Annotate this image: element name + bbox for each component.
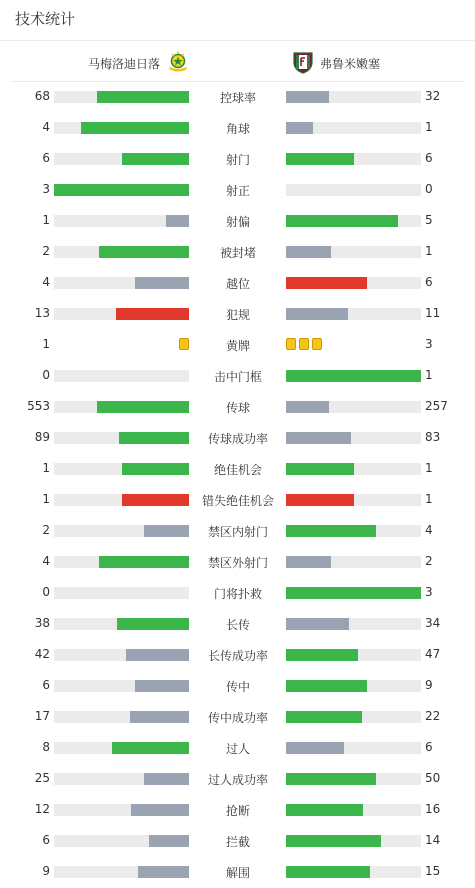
home-bar: [144, 525, 189, 537]
stat-row: [0, 764, 475, 795]
stat-row: [0, 702, 475, 733]
divider: [0, 40, 475, 41]
home-bar: [112, 742, 189, 754]
away-cards: [286, 338, 322, 350]
home-bar-track: [54, 246, 189, 258]
away-bar-track: [286, 556, 421, 568]
away-bar: [286, 773, 376, 785]
home-bar: [122, 463, 190, 475]
home-stat-value: 12: [34, 802, 50, 816]
away-bar: [286, 246, 331, 258]
away-bar-track: [286, 866, 421, 878]
home-bar: [166, 215, 189, 227]
stat-row: [0, 361, 475, 392]
away-stat-value: 11: [425, 306, 441, 320]
away-bar-track: [286, 246, 421, 258]
stat-label: 门将扑救: [213, 587, 262, 601]
home-bar-track: [54, 153, 189, 165]
stat-row: [0, 640, 475, 671]
away-bar: [286, 153, 354, 165]
home-bar: [135, 680, 189, 692]
yellow-card-icon: [312, 338, 322, 350]
stat-label: 拦截: [225, 835, 250, 849]
away-stat-value: 47: [425, 647, 441, 661]
home-stat-value: 3: [42, 182, 50, 196]
home-stat-value: 89: [34, 430, 50, 444]
home-bar-track: [54, 649, 189, 661]
away-bar-track: [286, 277, 421, 289]
away-stat-value: 2: [425, 554, 433, 568]
home-bar-track: [54, 866, 189, 878]
home-stat-value: 17: [34, 709, 50, 723]
home-bar-track: [54, 680, 189, 692]
away-stat-value: 1: [425, 461, 433, 475]
home-bar-track: [54, 804, 189, 816]
stat-row: [0, 423, 475, 454]
away-stat-value: 32: [425, 89, 441, 103]
home-stat-value: 68: [34, 89, 50, 103]
home-stat-value: 0: [42, 585, 50, 599]
stat-row: [0, 671, 475, 702]
stat-row: [0, 175, 475, 206]
stat-label: 射门: [225, 153, 250, 167]
home-bar: [119, 432, 189, 444]
stat-row: [0, 237, 475, 268]
away-bar-track: [286, 308, 421, 320]
stat-row: [0, 206, 475, 237]
stat-row: [0, 485, 475, 516]
stat-row: [0, 454, 475, 485]
stat-label: 射正: [225, 184, 250, 198]
away-stat-value: 14: [425, 833, 441, 847]
away-stat-value: 50: [425, 771, 441, 785]
home-stat-value: 6: [42, 151, 50, 165]
stat-label: 过人: [225, 742, 250, 756]
stat-row: [0, 733, 475, 764]
away-stat-value: 1: [425, 368, 433, 382]
away-stat-value: 0: [425, 182, 433, 196]
away-stat-value: 1: [425, 244, 433, 258]
stat-row: [0, 826, 475, 857]
away-bar: [286, 463, 354, 475]
away-stat-value: 6: [425, 151, 433, 165]
stat-row: [0, 82, 475, 113]
away-team-name: 弗鲁米嫩塞: [320, 57, 381, 71]
stat-row: [0, 113, 475, 144]
away-bar: [286, 680, 367, 692]
stat-row: [0, 330, 475, 361]
stat-label: 绝佳机会: [213, 463, 262, 477]
stat-label: 被封堵: [219, 246, 256, 260]
stat-label: 击中门框: [213, 370, 262, 384]
home-bar-track: [54, 835, 189, 847]
stat-row: [0, 392, 475, 423]
away-stat-value: 257: [425, 399, 448, 413]
home-stat-value: 4: [42, 275, 50, 289]
yellow-card-icon: [179, 338, 189, 350]
stats-list: [0, 82, 475, 888]
home-stat-value: 553: [27, 399, 50, 413]
home-bar: [99, 246, 189, 258]
stat-label: 过人成功率: [207, 773, 268, 787]
stat-label: 越位: [225, 277, 250, 291]
away-stat-value: 6: [425, 275, 433, 289]
away-bar: [286, 401, 329, 413]
stat-row: [0, 516, 475, 547]
home-bar: [130, 711, 189, 723]
home-bar-track: [54, 618, 189, 630]
home-stat-value: 1: [42, 337, 50, 351]
home-bar-track: [54, 277, 189, 289]
stat-label: 传中成功率: [207, 711, 268, 725]
home-bar: [117, 618, 189, 630]
home-bar: [122, 494, 190, 506]
stat-label: 传中: [225, 680, 250, 694]
away-bar: [286, 308, 348, 320]
stat-label: 禁区外射门: [207, 556, 268, 570]
home-stat-value: 1: [42, 461, 50, 475]
home-stat-value: 2: [42, 244, 50, 258]
home-stat-value: 2: [42, 523, 50, 537]
home-bar: [54, 184, 189, 196]
home-bar: [144, 773, 189, 785]
away-bar-track: [286, 711, 421, 723]
home-bar-track: [54, 525, 189, 537]
stat-row: [0, 144, 475, 175]
home-bar-track: [54, 370, 189, 382]
home-bar: [97, 401, 189, 413]
away-stat-value: 83: [425, 430, 441, 444]
away-bar-track: [286, 370, 421, 382]
away-bar-track: [286, 773, 421, 785]
stat-row: [0, 609, 475, 640]
away-bar: [286, 494, 354, 506]
stat-label: 解围: [225, 866, 250, 880]
away-bar: [286, 804, 363, 816]
stat-label: 禁区内射门: [207, 525, 268, 539]
home-bar: [97, 91, 189, 103]
away-stat-value: 15: [425, 864, 441, 878]
fluminense-crest-icon: [292, 50, 314, 77]
away-bar-track: [286, 122, 421, 134]
home-stat-value: 6: [42, 678, 50, 692]
away-stat-value: 3: [425, 585, 433, 599]
away-bar-track: [286, 835, 421, 847]
home-stat-value: 0: [42, 368, 50, 382]
stat-label: 黄牌: [225, 339, 250, 353]
home-stat-value: 4: [42, 554, 50, 568]
home-bar-track: [54, 432, 189, 444]
away-bar: [286, 91, 329, 103]
home-bar: [131, 804, 189, 816]
home-bar-track: [54, 215, 189, 227]
stat-label: 错失绝佳机会: [201, 494, 274, 508]
yellow-card-icon: [286, 338, 296, 350]
home-stat-value: 1: [42, 213, 50, 227]
home-bar: [138, 866, 189, 878]
away-bar: [286, 556, 331, 568]
home-stat-value: 1: [42, 492, 50, 506]
home-bar-track: [54, 711, 189, 723]
away-bar: [286, 122, 313, 134]
away-bar-track: [286, 804, 421, 816]
stat-label: 控球率: [219, 91, 256, 105]
away-bar-track: [286, 215, 421, 227]
home-bar: [99, 556, 189, 568]
home-bar-track: [54, 587, 189, 599]
stat-row: [0, 795, 475, 826]
stat-label: 抢断: [225, 804, 250, 818]
home-stat-value: 8: [42, 740, 50, 754]
away-bar: [286, 711, 362, 723]
home-stat-value: 42: [34, 647, 50, 661]
away-stat-value: 22: [425, 709, 441, 723]
stat-label: 传球成功率: [207, 432, 268, 446]
home-stat-value: 6: [42, 833, 50, 847]
stat-row: [0, 857, 475, 888]
yellow-card-icon: [299, 338, 309, 350]
home-stat-value: 13: [34, 306, 50, 320]
away-stat-value: 1: [425, 120, 433, 134]
home-bar: [135, 277, 189, 289]
stat-label: 角球: [225, 122, 250, 136]
home-bar-track: [54, 91, 189, 103]
home-team-name: 马梅洛迪日落: [87, 57, 160, 71]
away-bar-track: [286, 742, 421, 754]
stat-label: 长传成功率: [207, 649, 268, 663]
away-bar: [286, 277, 367, 289]
home-bar: [149, 835, 190, 847]
away-stat-value: 5: [425, 213, 433, 227]
away-bar-track: [286, 401, 421, 413]
home-bar-track: [54, 494, 189, 506]
home-bar-track: [54, 556, 189, 568]
away-bar-track: [286, 432, 421, 444]
away-team[interactable]: [292, 50, 380, 77]
away-stat-value: 6: [425, 740, 433, 754]
team-header: [0, 50, 475, 74]
away-stat-value: 3: [425, 337, 433, 351]
away-bar: [286, 432, 351, 444]
home-bar-track: [54, 773, 189, 785]
stat-label: 犯规: [225, 308, 250, 322]
away-stat-value: 34: [425, 616, 441, 630]
away-stat-value: 9: [425, 678, 433, 692]
home-team[interactable]: [88, 50, 190, 77]
away-bar: [286, 525, 376, 537]
away-bar-track: [286, 153, 421, 165]
home-stat-value: 38: [34, 616, 50, 630]
home-bar: [81, 122, 189, 134]
away-bar-track: [286, 587, 421, 599]
stat-row: [0, 578, 475, 609]
stat-row: [0, 299, 475, 330]
away-bar: [286, 742, 344, 754]
away-bar-track: [286, 525, 421, 537]
home-bar-track: [54, 308, 189, 320]
mamelodi-crest-icon: [166, 50, 190, 77]
away-bar: [286, 215, 398, 227]
away-bar: [286, 835, 381, 847]
away-bar-track: [286, 91, 421, 103]
away-bar-track: [286, 184, 421, 196]
home-bar-track: [54, 742, 189, 754]
away-stat-value: 16: [425, 802, 441, 816]
home-stat-value: 25: [34, 771, 50, 785]
away-bar: [286, 866, 370, 878]
away-bar: [286, 370, 421, 382]
stat-row: [0, 547, 475, 578]
home-cards: [179, 338, 189, 350]
away-bar: [286, 618, 349, 630]
home-bar-track: [54, 401, 189, 413]
stat-label: 射偏: [225, 215, 250, 229]
away-stat-value: 1: [425, 492, 433, 506]
away-stat-value: 4: [425, 523, 433, 537]
away-bar-track: [286, 680, 421, 692]
away-bar-track: [286, 618, 421, 630]
page-title: 技术统计: [15, 10, 76, 28]
away-bar-track: [286, 649, 421, 661]
away-bar: [286, 649, 358, 661]
stat-label: 长传: [225, 618, 250, 632]
home-bar-track: [54, 463, 189, 475]
home-bar: [116, 308, 189, 320]
home-stat-value: 9: [42, 864, 50, 878]
home-stat-value: 4: [42, 120, 50, 134]
home-bar: [122, 153, 190, 165]
away-bar-track: [286, 494, 421, 506]
away-bar-track: [286, 463, 421, 475]
home-bar-track: [54, 184, 189, 196]
away-bar: [286, 587, 421, 599]
home-bar-track: [54, 122, 189, 134]
home-bar: [126, 649, 189, 661]
stat-row: [0, 268, 475, 299]
stat-label: 传球: [225, 401, 250, 415]
